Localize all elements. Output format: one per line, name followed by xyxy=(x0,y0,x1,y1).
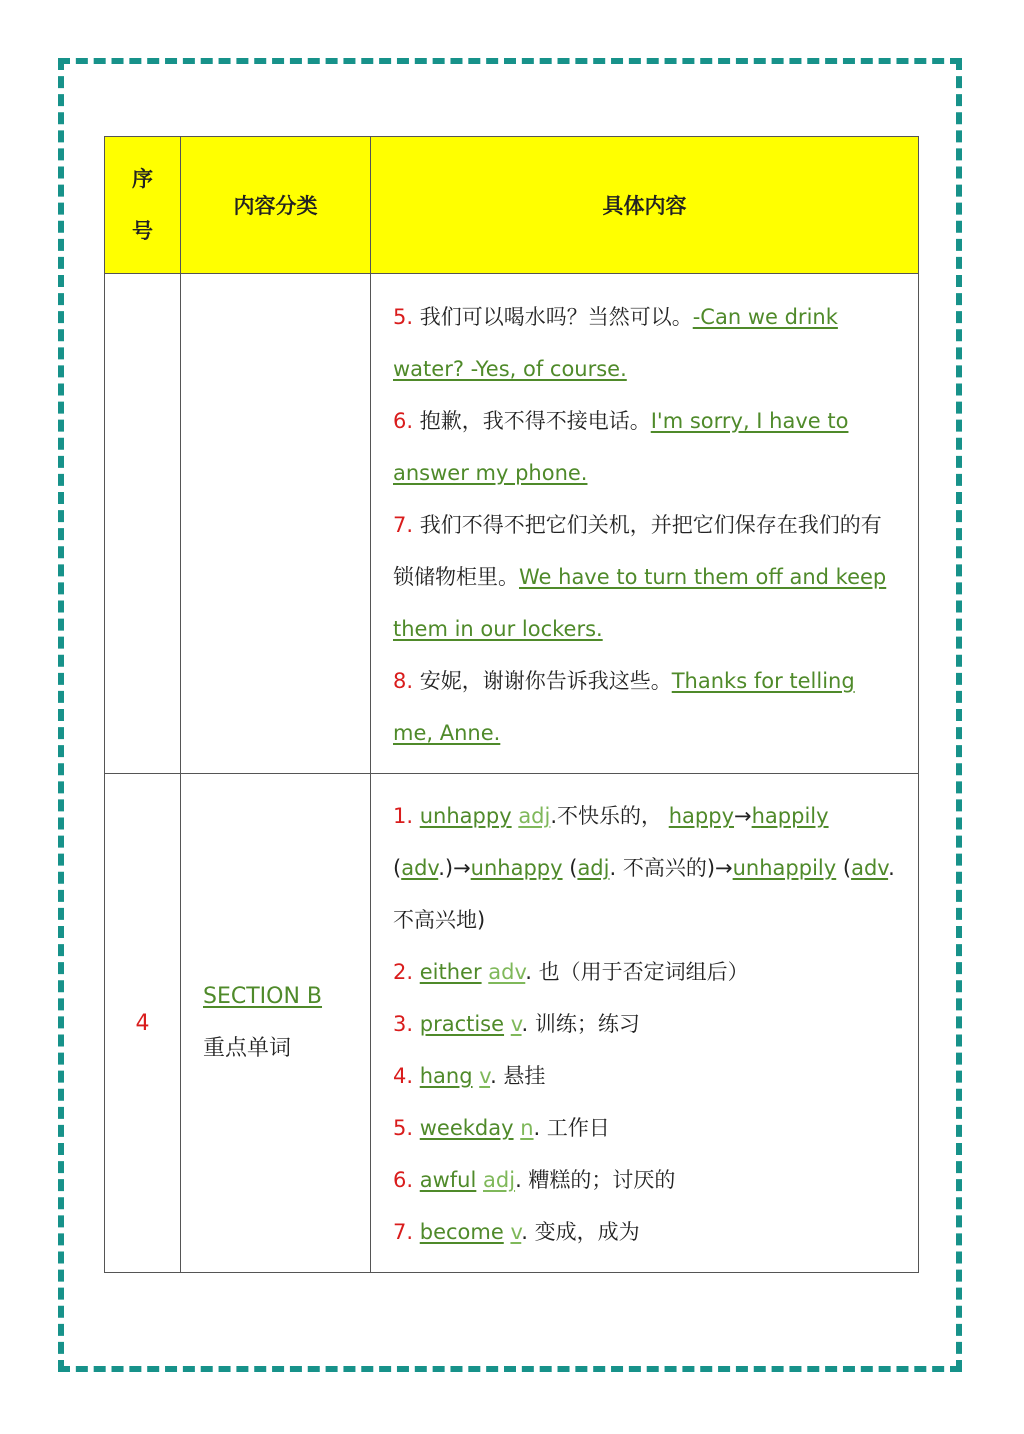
header-index xyxy=(105,137,181,274)
table-row xyxy=(105,274,919,774)
vocab-pos: v xyxy=(479,1064,491,1088)
header-content: 具体内容 xyxy=(371,137,919,274)
vocab-meaning: . 悬挂 xyxy=(490,1064,546,1088)
vocab-meaning: . 糟糕的；讨厌的 xyxy=(515,1168,676,1192)
vocab-extra: happily xyxy=(751,804,829,828)
vocab-item-4 xyxy=(393,1050,898,1102)
category-section: SECTION B xyxy=(203,984,323,1009)
sentence-en: -Can we drink water? -Yes, of course. xyxy=(393,304,838,381)
header-index-line1: 序 xyxy=(132,167,153,191)
table-row xyxy=(105,774,919,1273)
vocab-word: practise xyxy=(419,1012,505,1036)
sentence-6 xyxy=(393,395,898,499)
vocab-meaning: . 也（用于否定词组后） xyxy=(525,960,749,984)
sentence-cn: 我们不得不把它们关机，并把它们保存在我们的有锁储物柜里。 xyxy=(393,512,882,589)
vocab-number: 4. xyxy=(393,1064,414,1088)
vocab-pos: adv xyxy=(488,960,526,984)
content-table xyxy=(104,136,919,1273)
category-label: 重点单词 xyxy=(203,1036,292,1061)
sentence-cn: 抱歉，我不得不接电话。 xyxy=(419,408,651,433)
sentence-en: I'm sorry, I have to answer my phone. xyxy=(393,408,849,485)
vocab-extra: adj xyxy=(577,856,610,880)
vocab-number: 2. xyxy=(393,960,414,984)
row-b-content xyxy=(371,774,919,1273)
vocab-meaning: .不快乐的， xyxy=(550,804,663,828)
header-category: 内容分类 xyxy=(181,137,371,274)
sentence-number: 8. xyxy=(393,668,414,693)
sentence-number: 5. xyxy=(393,304,414,329)
vocab-number: 1. xyxy=(393,804,414,828)
sentence-cn: 我们可以喝水吗？当然可以。 xyxy=(419,304,693,329)
vocab-number: 3. xyxy=(393,1012,414,1036)
row-a-content xyxy=(371,274,919,774)
vocab-word: unhappy xyxy=(419,804,512,828)
sentence-en: Thanks for telling me, Anne. xyxy=(393,668,855,745)
vocab-extra: adv xyxy=(851,856,889,880)
vocab-pos: adj xyxy=(483,1168,516,1192)
vocab-pos: n xyxy=(520,1116,534,1140)
vocab-pos: v xyxy=(510,1012,522,1036)
sentence-cn: 安妮，谢谢你告诉我这些。 xyxy=(419,668,672,693)
vocab-meaning: . 工作日 xyxy=(533,1116,610,1140)
vocab-item-6 xyxy=(393,1154,898,1206)
vocab-extra: adv xyxy=(401,856,439,880)
vocab-word: either xyxy=(419,960,482,984)
row-b-index: 4 xyxy=(105,774,181,1273)
vocab-meaning: . 变成，成为 xyxy=(521,1220,640,1244)
vocab-extra: ( xyxy=(842,856,852,880)
vocab-number: 5. xyxy=(393,1116,414,1140)
vocab-word: weekday xyxy=(419,1116,514,1140)
vocab-extra: unhappy xyxy=(470,856,563,880)
vocab-word: hang xyxy=(419,1064,473,1088)
header-index-line2: 号 xyxy=(132,219,153,243)
vocab-extra: ( xyxy=(393,856,402,880)
vocab-extra: .)→ xyxy=(438,856,471,880)
vocab-extra: unhappily xyxy=(732,856,837,880)
row-a-category xyxy=(181,274,371,774)
vocab-word: become xyxy=(419,1220,504,1244)
row-b-category xyxy=(181,774,371,1273)
vocab-item-1 xyxy=(393,790,898,946)
vocab-item-2 xyxy=(393,946,898,998)
vocab-meaning: . 训练；练习 xyxy=(521,1012,640,1036)
sentence-number: 7. xyxy=(393,512,414,537)
vocab-number: 7. xyxy=(393,1220,414,1244)
vocab-pos: adj xyxy=(518,804,551,828)
vocab-pos: v xyxy=(510,1220,522,1244)
vocab-item-5 xyxy=(393,1102,898,1154)
vocab-item-3 xyxy=(393,998,898,1050)
vocab-number: 6. xyxy=(393,1168,414,1192)
vocab-extra: ( xyxy=(562,856,578,880)
vocab-extra: → xyxy=(734,804,752,828)
vocab-extra: happy xyxy=(668,804,735,828)
sentence-en: We have to turn them off and keep them in our lockers. xyxy=(393,564,887,641)
vocab-extra: . 不高兴的)→ xyxy=(609,856,733,880)
table-header-row xyxy=(105,137,919,274)
vocab-item-7 xyxy=(393,1206,898,1258)
vocab-extra: . 不高兴地) xyxy=(393,856,895,932)
sentence-8 xyxy=(393,655,898,759)
row-a-index xyxy=(105,274,181,774)
vocab-word: awful xyxy=(419,1168,477,1192)
sentence-7 xyxy=(393,499,898,655)
sentence-number: 6. xyxy=(393,408,414,433)
sentence-5 xyxy=(393,291,898,395)
